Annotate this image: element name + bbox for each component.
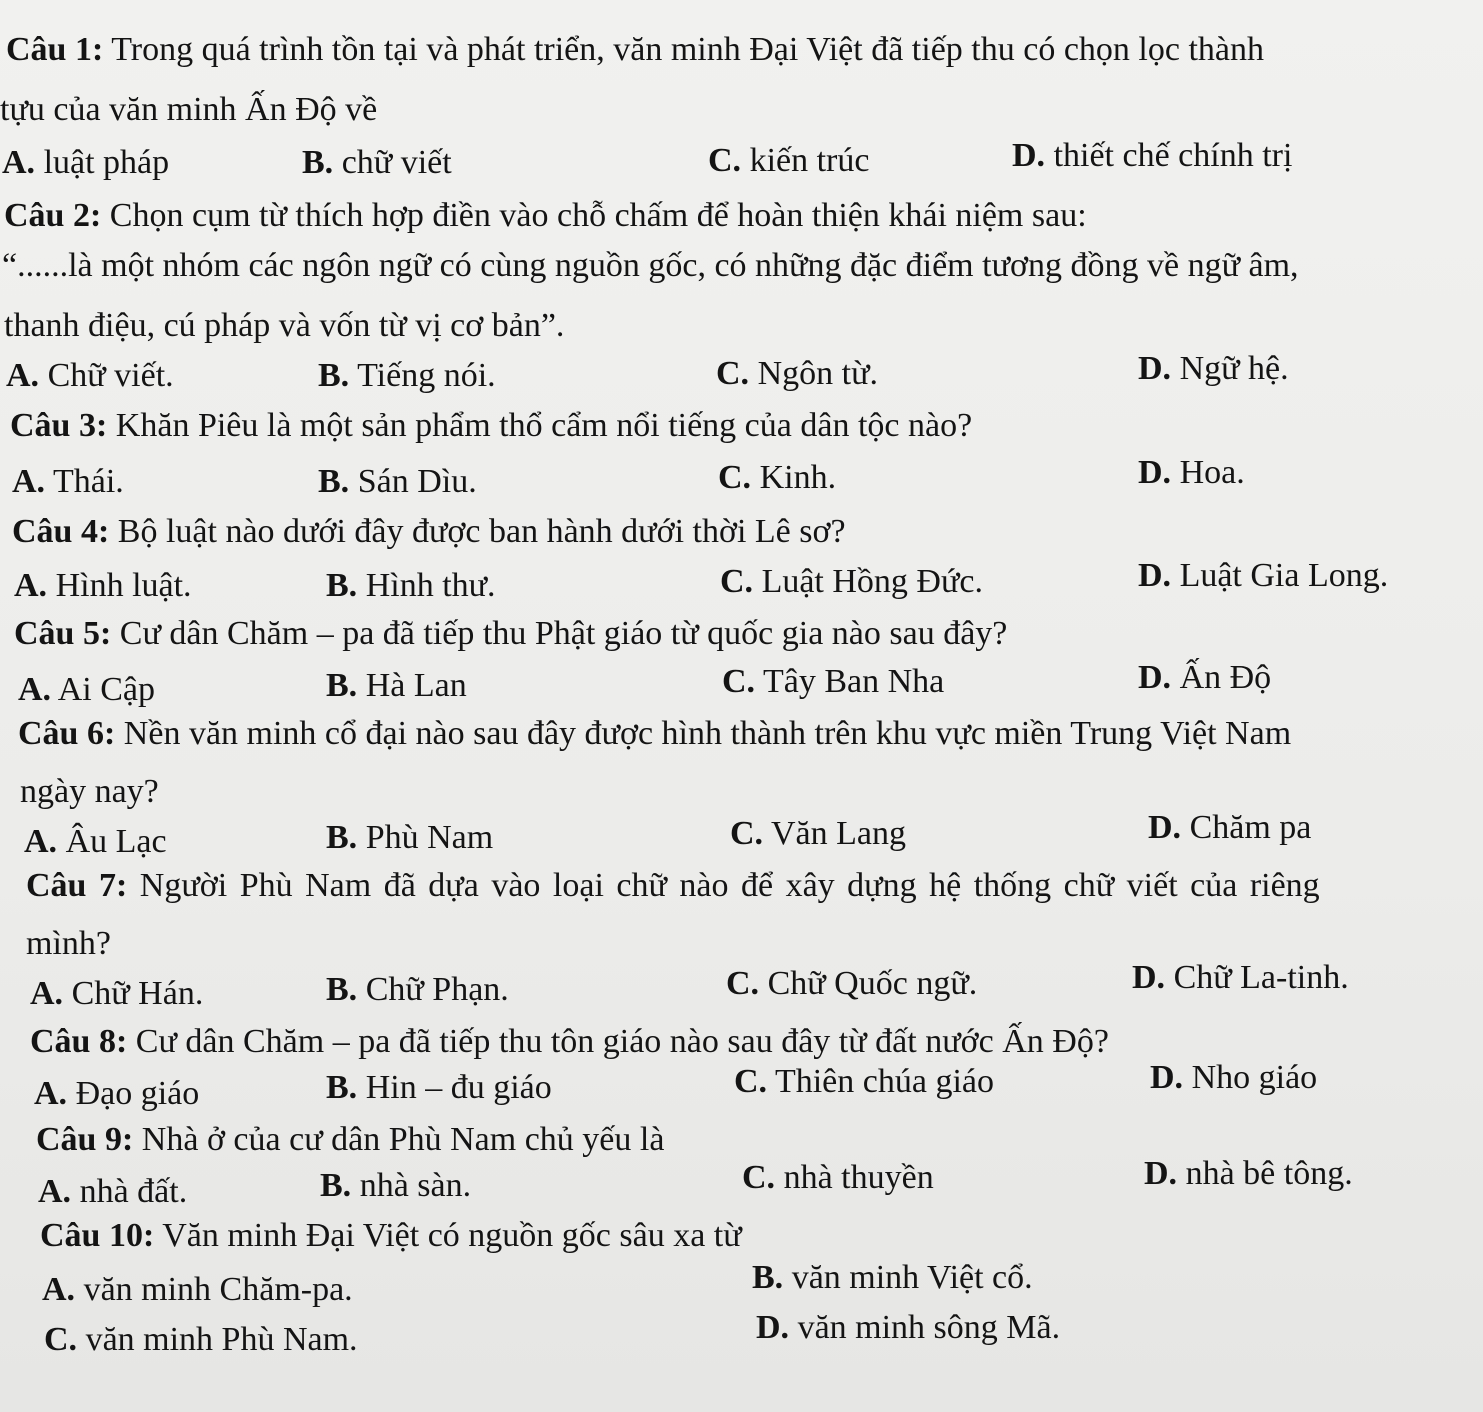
question-10-line-1: Câu 10: Văn minh Đại Việt có nguồn gốc sâu xa từ [40,1217,742,1254]
question-10-option-b: B. văn minh Việt cổ. [752,1259,1033,1296]
question-9-line-1: Câu 9: Nhà ở của cư dân Phù Nam chủ yếu là [36,1121,665,1158]
question-6-line-1: Câu 6: Nền văn minh cổ đại nào sau đây được hình thành trên khu vực miền Trung Việt Nam [18,715,1292,752]
question-3-option-c: C. Kinh. [718,459,837,496]
question-9-option-d: D. nhà bê tông. [1144,1155,1353,1192]
question-6-line-2: ngày nay? [20,773,159,810]
question-6-option-c: C. Văn Lang [730,815,906,852]
question-5-option-c: C. Tây Ban Nha [722,663,945,700]
question-8-line-1: Câu 8: Cư dân Chăm – pa đã tiếp thu tôn giáo nào sau đây từ đất nước Ấn Độ? [30,1023,1109,1060]
question-6-option-d: D. Chăm pa [1148,809,1312,846]
question-7-option-c: C. Chữ Quốc ngữ. [726,965,978,1002]
question-10-option-a: A. văn minh Chăm-pa. [42,1271,353,1308]
question-1-option-a: A. luật pháp [2,144,170,181]
question-7-line-1: Câu 7: Người Phù Nam đã dựa vào loại chữ nào để xây dựng hệ thống chữ viết của riêng [26,867,1320,904]
question-4-option-d: D. Luật Gia Long. [1138,557,1389,594]
question-6-option-a: A. Âu Lạc [24,823,167,860]
question-8-option-c: C. Thiên chúa giáo [734,1063,994,1100]
question-4-line-1: Câu 4: Bộ luật nào dưới đây được ban hành dưới thời Lê sơ? [12,513,846,550]
question-2-line-2: “......là một nhóm các ngôn ngữ có cùng nguồn gốc, có những đặc điểm tương đồng về ngữ âm, [2,247,1299,284]
question-4-option-b: B. Hình thư. [326,567,496,604]
question-2-line-3: thanh điệu, cú pháp và vốn từ vị cơ bản”. [4,307,565,344]
question-9-option-b: B. nhà sàn. [320,1167,472,1204]
question-1-text: Trong quá trình tồn tại và phát triển, văn minh Đại Việt đã tiếp thu có chọn lọc thành [111,31,1264,68]
question-1-option-b: B. chữ viết [302,144,452,181]
question-3-option-b: B. Sán Dìu. [318,463,477,500]
question-3-line-1: Câu 3: Khăn Piêu là một sản phẩm thổ cẩm nổi tiếng của dân tộc nào? [10,407,973,444]
question-1-number: Câu 1: [6,31,104,68]
question-5-option-b: B. Hà Lan [326,667,467,704]
question-2-option-b: B. Tiếng nói. [318,357,496,394]
question-7-option-d: D. Chữ La-tinh. [1132,959,1349,996]
question-4-option-c: C. Luật Hồng Đức. [720,563,983,600]
question-6-option-b: B. Phù Nam [326,819,494,856]
question-5-line-1: Câu 5: Cư dân Chăm – pa đã tiếp thu Phật giáo từ quốc gia nào sau đây? [14,615,1008,652]
question-5-option-a: A. Ai Cập [18,671,155,708]
question-10-option-c: C. văn minh Phù Nam. [44,1321,358,1358]
question-7-option-a: A. Chữ Hán. [30,975,204,1012]
question-1-line-1 [6,30,1264,70]
question-8-option-d: D. Nho giáo [1150,1059,1318,1096]
question-7-option-b: B. Chữ Phạn. [326,971,509,1008]
question-1-option-c: C. kiến trúc [708,142,870,179]
question-9-option-a: A. nhà đất. [38,1173,188,1210]
question-3-option-a: A. Thái. [12,463,124,500]
question-1-option-d: D. thiết chế chính trị [1012,137,1293,174]
question-8-option-a: A. Đạo giáo [34,1075,200,1112]
question-3-option-d: D. Hoa. [1138,454,1245,491]
question-2-option-c: C. Ngôn từ. [716,355,878,392]
question-10-option-d: D. văn minh sông Mã. [756,1309,1061,1346]
question-2-option-d: D. Ngữ hệ. [1138,350,1289,387]
question-1-line-2: tựu của văn minh Ấn Độ về [0,91,378,128]
question-2-line-1: Câu 2: Chọn cụm từ thích hợp điền vào chỗ chấm để hoàn thiện khái niệm sau: [4,197,1087,234]
question-2-option-a: A. Chữ viết. [6,357,174,394]
question-4-option-a: A. Hình luật. [14,567,192,604]
question-9-option-c: C. nhà thuyền [742,1159,934,1196]
question-7-line-2: mình? [26,925,111,962]
question-5-option-d: D. Ấn Độ [1138,659,1272,696]
question-8-option-b: B. Hin – đu giáo [326,1069,552,1106]
